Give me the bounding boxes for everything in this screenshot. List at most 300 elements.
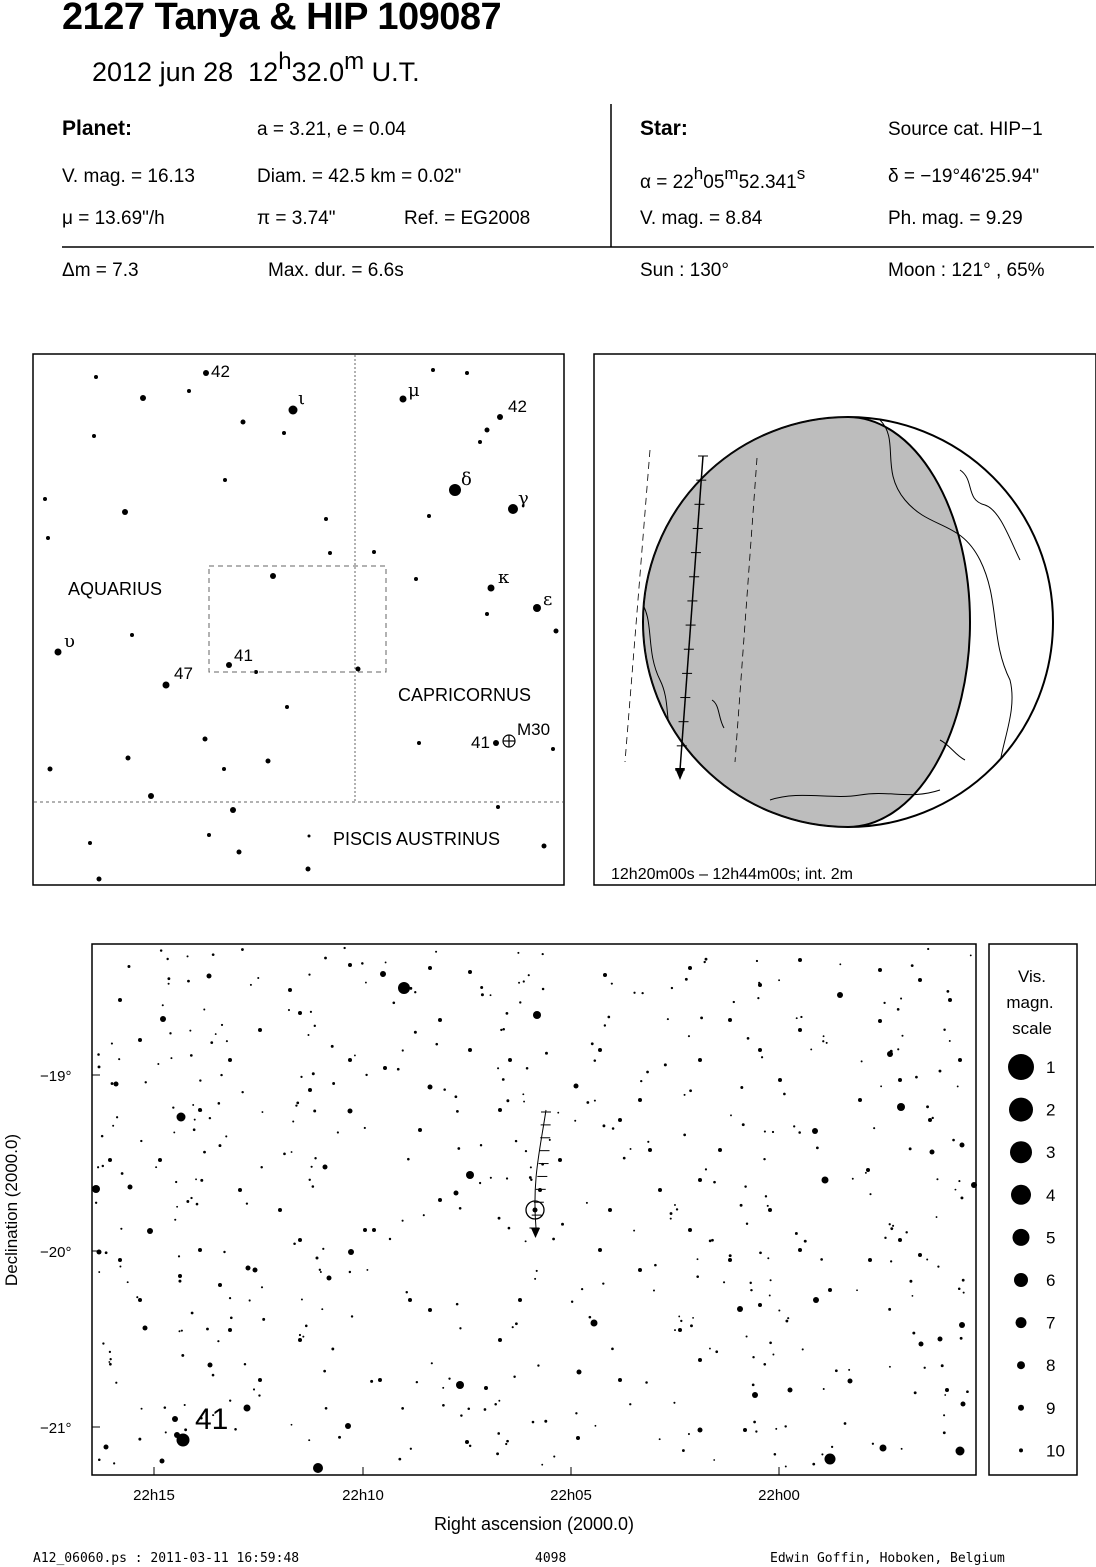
star-dot <box>389 1238 391 1240</box>
star-dot <box>178 1280 181 1283</box>
star-dot <box>98 1271 100 1273</box>
star-dot <box>299 1334 301 1336</box>
star-dot <box>912 1295 914 1297</box>
star-dot <box>443 1088 446 1091</box>
star-dot <box>667 1018 669 1020</box>
star-dot <box>713 1181 716 1184</box>
star-dot <box>435 1043 438 1046</box>
star-dot <box>314 1025 316 1027</box>
star-dot <box>181 1330 183 1332</box>
star-dot <box>603 1124 606 1127</box>
page-title: 2127 Tanya & HIP 109087 <box>62 0 502 38</box>
star-dot <box>574 1084 579 1089</box>
star-dot <box>888 1308 891 1311</box>
event-date: 2012 jun 28 <box>92 57 234 87</box>
star-dot <box>328 551 332 555</box>
scale-value: 3 <box>1046 1143 1056 1163</box>
star-dot <box>237 850 242 855</box>
star-dot <box>873 1127 875 1129</box>
star-dot <box>957 1085 959 1087</box>
star-dot <box>911 964 914 967</box>
star-dot <box>502 1028 505 1031</box>
star-dot <box>109 1358 111 1360</box>
star-dot <box>730 1114 732 1116</box>
star-dot <box>293 1243 296 1246</box>
star-dot <box>241 420 246 425</box>
star-dot <box>513 1376 515 1378</box>
star-dot <box>948 998 952 1002</box>
star-dot <box>602 1282 604 1284</box>
star-dot <box>822 1040 824 1042</box>
star-label: 47 <box>174 664 193 683</box>
star-dot <box>898 1078 902 1082</box>
star-dot <box>1018 1405 1024 1411</box>
star-dot <box>705 958 708 961</box>
star-dot <box>416 1381 418 1383</box>
star-dot <box>130 633 134 637</box>
star-dot <box>208 1363 213 1368</box>
alpha-mid: 05 <box>703 172 725 193</box>
star-dot <box>508 1227 511 1230</box>
scale-title: Vis. <box>1017 967 1047 986</box>
star-dot <box>774 1453 777 1456</box>
star-dot <box>241 948 244 951</box>
star-dot <box>749 1282 751 1284</box>
star-dot <box>784 1425 786 1427</box>
star-dot <box>261 1111 263 1113</box>
star-dot <box>538 1188 542 1192</box>
star-dot <box>865 1172 867 1174</box>
star-dot <box>331 1348 334 1351</box>
star-dot <box>291 1424 293 1426</box>
star-dot <box>591 1320 598 1327</box>
star-dot <box>752 1383 755 1386</box>
star-dot <box>97 1166 99 1168</box>
star-dot <box>515 1322 518 1325</box>
star-dot <box>234 1428 237 1431</box>
scale-value: 8 <box>1046 1356 1056 1376</box>
star-dot <box>500 1029 502 1031</box>
star-dot <box>900 998 902 1000</box>
star-dot <box>928 1118 932 1122</box>
star-dot <box>966 1390 969 1393</box>
x-tick-label: 22h15 <box>133 1487 175 1504</box>
star-dot <box>324 517 328 521</box>
star-dot <box>176 1206 178 1208</box>
star-dot <box>307 1034 309 1036</box>
star-dot <box>856 1289 858 1291</box>
star-dot <box>526 1067 529 1070</box>
star-dot <box>198 1248 202 1252</box>
star-label: υ <box>64 631 75 652</box>
star-dot <box>348 963 352 967</box>
star-dot <box>127 1281 129 1283</box>
star-dot <box>769 1341 772 1344</box>
star-dot <box>283 1153 286 1156</box>
star-dot <box>508 504 518 514</box>
star-dot <box>729 1254 732 1257</box>
star-dot <box>1013 1229 1030 1246</box>
star-dot <box>187 980 190 983</box>
star-dot <box>456 1381 464 1389</box>
star-dot <box>320 1271 322 1273</box>
star-dot <box>897 1103 905 1111</box>
star-dot <box>647 1141 649 1143</box>
alpha-m: m <box>724 164 739 183</box>
star-dot <box>258 1028 262 1032</box>
star-dot <box>901 1448 903 1450</box>
star-dot <box>545 1052 548 1055</box>
star-dot <box>970 954 972 956</box>
star-heading: Star: <box>640 117 688 140</box>
star-dot <box>753 1421 756 1424</box>
star-dot <box>300 1076 302 1078</box>
star-dot <box>802 1348 804 1350</box>
star-dot <box>200 1179 203 1182</box>
star-dot <box>506 1177 508 1179</box>
star-dot <box>581 1288 583 1290</box>
star-dot <box>406 1291 408 1293</box>
star-dot <box>823 1388 825 1390</box>
star-dot <box>798 1248 802 1252</box>
star-dot <box>522 1093 524 1095</box>
star-dot <box>515 1140 517 1142</box>
delta-mag: Δm = 7.3 <box>62 260 139 281</box>
star-dot <box>162 1004 164 1006</box>
star-dot <box>709 1348 711 1350</box>
star-dot <box>835 1369 838 1372</box>
event-minute: 32.0 <box>291 57 345 87</box>
scale-value: 9 <box>1046 1398 1056 1418</box>
star-dot <box>611 1348 614 1351</box>
globe-caption: 12h20m00s – 12h44m00s; int. 2m <box>611 866 853 883</box>
star-dot <box>258 1378 262 1382</box>
star-dot <box>295 1105 297 1107</box>
star-dot <box>138 1038 142 1042</box>
star-dot <box>761 1056 763 1058</box>
star-dot <box>530 1166 532 1168</box>
star-dot <box>506 1012 509 1015</box>
star-dot <box>926 1259 928 1261</box>
star-dot <box>648 1148 652 1152</box>
star-dot <box>194 1119 196 1121</box>
star-dot <box>166 958 168 960</box>
star-dot <box>485 428 490 433</box>
star-dot <box>939 1070 942 1073</box>
star-dot <box>758 1048 762 1052</box>
star-dot <box>960 1143 965 1148</box>
star-dot <box>479 1182 481 1184</box>
star-dot <box>308 1088 312 1092</box>
star-dot <box>223 478 227 482</box>
star-dot <box>654 1264 657 1267</box>
star-dot <box>431 1362 433 1364</box>
star-dot <box>207 833 211 837</box>
star-dot <box>108 1361 110 1363</box>
star-dot <box>696 1275 699 1278</box>
star-dot <box>595 1425 597 1427</box>
star-dot <box>113 1462 115 1464</box>
star-dot <box>962 1279 965 1282</box>
star-dot <box>494 1403 497 1406</box>
star-dot <box>508 1058 512 1062</box>
sun-elong: Sun : 130° <box>640 260 729 281</box>
star-dot <box>111 1042 113 1044</box>
star-dot <box>210 1041 213 1044</box>
star-dot <box>181 1354 184 1357</box>
star-dot <box>956 1447 965 1456</box>
star-dot <box>523 1101 525 1103</box>
star-dot <box>223 1251 225 1253</box>
star-dot <box>222 767 226 771</box>
star-dot <box>936 1178 938 1180</box>
star-dot <box>140 1140 142 1142</box>
star-dot <box>207 974 212 979</box>
star-dot <box>167 977 170 980</box>
star-dot <box>348 1058 352 1062</box>
star-dot <box>688 1228 692 1232</box>
star-dot <box>737 1306 743 1312</box>
star-dot <box>226 662 232 668</box>
star-dot <box>769 1294 771 1296</box>
star-dot <box>1017 1361 1025 1369</box>
star-dot <box>1019 1448 1023 1452</box>
star-dot <box>356 667 361 672</box>
star-dot <box>918 1253 922 1257</box>
star-dot <box>442 1404 445 1407</box>
star-dot <box>575 1412 577 1414</box>
star-dot <box>909 1280 912 1283</box>
direction-arrow-icon <box>675 768 685 780</box>
star-dot <box>698 1178 702 1182</box>
star-dot <box>111 1082 114 1085</box>
star-dot <box>88 841 92 845</box>
star-label: ι <box>298 388 306 409</box>
star-dot <box>861 1060 863 1062</box>
star-dot <box>187 955 189 957</box>
star-dot <box>418 1128 422 1132</box>
star-dot <box>525 1240 527 1242</box>
star-dot <box>92 434 96 438</box>
star-dot <box>331 1045 334 1048</box>
star-dot <box>438 1018 442 1022</box>
star-dot <box>363 1228 367 1232</box>
star-dot <box>310 1011 312 1013</box>
star-dot <box>147 1228 153 1234</box>
star-dot <box>630 1148 632 1150</box>
star-dot <box>674 1204 676 1206</box>
star-dot <box>115 1382 117 1384</box>
star-dot <box>292 1121 294 1123</box>
star-dot <box>664 1063 667 1066</box>
star-dot <box>747 1037 750 1040</box>
star-dot <box>558 1158 562 1162</box>
star-dot <box>120 1228 122 1230</box>
star-dot <box>417 741 421 745</box>
star-dot <box>775 1428 777 1430</box>
star-dot <box>498 1400 500 1402</box>
star-dot <box>431 368 435 372</box>
star-dot <box>401 1407 404 1410</box>
star-dot <box>127 965 130 968</box>
star-dot <box>823 1035 825 1037</box>
star-dot <box>778 979 780 981</box>
star-dot <box>528 974 530 976</box>
star-dot <box>459 1327 461 1329</box>
star-dot <box>905 1231 907 1233</box>
star-dot <box>164 1406 167 1409</box>
star-dot <box>930 1150 935 1155</box>
star-dot <box>755 1430 757 1432</box>
star-dot <box>837 992 843 998</box>
star-dot <box>519 1001 521 1003</box>
star-dot <box>611 983 613 985</box>
star-dot <box>160 949 162 951</box>
star-dot <box>428 1308 432 1312</box>
planet-vmag: V. mag. = 16.13 <box>62 166 195 187</box>
star-dot <box>670 1212 673 1215</box>
star-dot <box>305 1325 308 1328</box>
finder-chart-frame <box>33 354 564 885</box>
star-dot <box>288 1009 290 1011</box>
star-dot <box>1016 1317 1027 1328</box>
planet-mu: μ = 13.69"/h <box>62 208 165 229</box>
star-dot <box>306 867 311 872</box>
star-dot <box>288 988 292 992</box>
star-dot <box>140 395 146 401</box>
star-dot <box>121 1172 124 1175</box>
star-dot <box>697 1258 699 1260</box>
star-dot <box>883 1002 885 1004</box>
star-dot <box>740 1086 743 1089</box>
star-dot <box>822 1177 829 1184</box>
star-dot <box>220 1074 222 1076</box>
star-dot <box>364 1127 366 1129</box>
star-label: 41 <box>234 646 253 665</box>
alpha-prefix: α = 22 <box>640 172 694 193</box>
alpha-s: s <box>796 164 806 183</box>
star-dot <box>442 1387 444 1389</box>
star-dot <box>890 1227 893 1230</box>
star-dot <box>536 1270 538 1272</box>
star-dot <box>108 1158 112 1162</box>
star-dot <box>678 1328 682 1332</box>
star-dot <box>826 1042 828 1044</box>
star-dot <box>402 1049 404 1051</box>
star-dot <box>878 1019 882 1023</box>
star-dot <box>497 1067 499 1069</box>
star-dot <box>365 982 367 984</box>
star-dot <box>924 1367 926 1369</box>
star-dot <box>594 1100 596 1102</box>
star-dot <box>102 1165 104 1167</box>
star-dot <box>174 1432 180 1438</box>
star-dot <box>532 1421 535 1424</box>
star-dot <box>889 1223 891 1225</box>
star-dot <box>496 1452 499 1455</box>
star-label: 42 <box>211 362 230 381</box>
star-dot <box>101 1135 104 1138</box>
star-dot <box>607 1016 610 1019</box>
star-dot <box>349 1271 351 1273</box>
star-dot <box>478 440 482 444</box>
star-dot <box>400 396 407 403</box>
star-dot <box>698 1358 702 1362</box>
star-dot <box>136 1296 138 1298</box>
scale-title: magn. <box>1006 993 1054 1012</box>
hour-sup: h <box>278 48 292 75</box>
star-dot <box>952 1139 955 1142</box>
star-dot <box>783 1093 786 1096</box>
star-dot <box>670 1218 672 1220</box>
star-dot <box>143 1326 148 1331</box>
alpha-h: h <box>693 164 704 183</box>
star-dot <box>313 1463 323 1473</box>
star-dot <box>366 1269 368 1271</box>
star-dot <box>457 1147 460 1150</box>
star-dot <box>715 1350 718 1353</box>
star-dot <box>145 1081 147 1083</box>
star-dot <box>638 1268 642 1272</box>
star-dot <box>324 957 327 960</box>
star-dot <box>698 1058 702 1062</box>
star-dot <box>557 1112 559 1114</box>
star-dot <box>530 1179 532 1181</box>
star-dot <box>469 1445 471 1447</box>
constellation-aquarius: AQUARIUS <box>68 579 163 599</box>
star-dot <box>312 1185 315 1188</box>
star-dot <box>160 1016 166 1022</box>
star-dot <box>955 1189 957 1191</box>
star-dot <box>484 1386 488 1390</box>
star-dot <box>392 1001 395 1004</box>
star-dot <box>728 1258 732 1262</box>
star-dot <box>1008 1054 1034 1080</box>
star-dot <box>455 1095 458 1098</box>
star-dot <box>298 1238 302 1242</box>
star-dot <box>178 1330 180 1332</box>
star-source: Source cat. HIP−1 <box>888 119 1043 140</box>
star-dot <box>319 1269 321 1271</box>
star-dot <box>459 1207 462 1210</box>
star-dot <box>465 371 469 375</box>
star-dot <box>682 1449 685 1452</box>
star-dot <box>332 1082 335 1085</box>
star-dot <box>604 1024 606 1026</box>
star-dot <box>212 1374 215 1377</box>
star-dot <box>943 1414 945 1416</box>
star-dot <box>323 1370 326 1373</box>
star-dot <box>1010 1141 1032 1163</box>
star-dot <box>1011 1185 1031 1205</box>
star-dot <box>517 952 519 954</box>
star-dot <box>598 1048 602 1052</box>
star-dot <box>785 1320 788 1323</box>
star-dot <box>960 1196 963 1199</box>
star-dot <box>700 1016 703 1019</box>
planet-ref: Ref. = EG2008 <box>404 208 531 229</box>
star-dot <box>711 1239 714 1242</box>
star-dot <box>408 1298 412 1302</box>
scale-value: 7 <box>1046 1313 1056 1333</box>
star-vmag: V. mag. = 8.84 <box>640 208 763 229</box>
star-dot <box>674 1329 676 1331</box>
star-dot <box>315 1256 318 1259</box>
star-dot <box>534 1278 536 1280</box>
star-dot <box>246 1202 248 1204</box>
star-dot <box>641 992 643 994</box>
alpha-tail: 52.341 <box>738 172 797 193</box>
